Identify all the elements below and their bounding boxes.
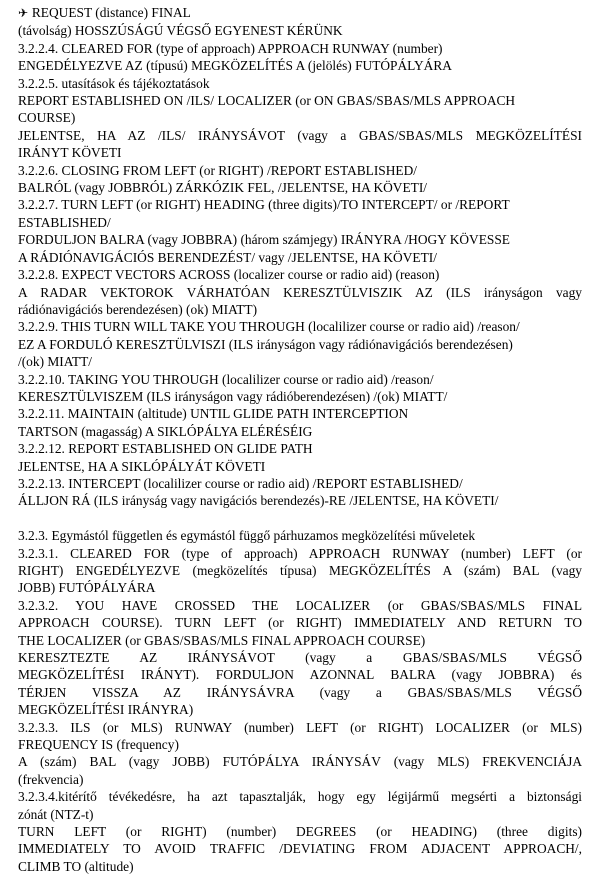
text-line [18,353,582,370]
text-line-content: REPORT ESTABLISHED ON /ILS/ LOCALIZER (or ON GBAS/SBAS/MLS APPROACH [18,93,516,109]
text-line [18,649,582,666]
text-line [18,179,582,196]
text-line-content: 3.2.2.8. EXPECT VECTORS ACROSS (localizer course or radio aid) (reason) [18,267,440,283]
text-line [18,336,582,353]
text-line [18,666,582,683]
text-line-content: 3.2.3.4.kitérítő tévékedésre, ha azt tapasztalják, hogy egy légijármű megsérti a biztonsági [18,789,582,805]
text-line-content: APPROACH COURSE). TURN LEFT (or RIGHT) IMMEDIATELY AND RETURN TO [18,615,582,631]
text-line-content: BALRÓL (vagy JOBBRÓL) ZÁRKÓZIK FEL, /JELENTSE, HA KÖVETI/ [18,180,428,196]
text-line [18,423,582,440]
text-line-content: FREQUENCY IS (frequency) [18,737,179,753]
text-line-content: TÉRJEN VISSZA AZ IRÁNYSÁVRA (vagy a GBAS/SBAS/MLS VÉGSŐ [18,684,582,700]
text-line [18,162,582,179]
text-line-content: THE LOCALIZER (or GBAS/SBAS/MLS FINAL APPROACH COURSE) [18,632,426,648]
text-line-content: rádiónavigációs berendezésen) (ok) MIATT) [18,301,258,317]
text-line-content: 3.2.3.3. ILS (or MLS) RUNWAY (number) LEFT (or RIGHT) LOCALIZER (or MLS) [18,719,582,735]
text-line-content: ESTABLISHED/ [18,214,111,230]
text-line [18,22,582,39]
text-line [18,214,582,231]
text-line [18,405,582,422]
text-line-content: IMMEDIATELY TO AVOID TRAFFIC /DEVIATING FROM ADJACENT APPROACH/, [18,841,582,857]
text-line [18,57,582,74]
text-line [18,597,582,614]
text-line-content: /(ok) MIATT/ [18,354,93,370]
text-line [18,127,582,144]
text-line [18,475,582,492]
text-line-content: JOBB) FUTÓPÁLYÁRA [18,580,156,596]
text-line-content: 3.2.2.7. TURN LEFT (or RIGHT) HEADING (three digits)/TO INTERCEPT/ or /REPORT [18,197,510,213]
text-line-content: 3.2.2.10. TAKING YOU THROUGH (localilizer course or radio aid) /reason/ [18,371,434,387]
text-line-content: (frekvencia) [18,771,84,787]
text-line-content: A RÁDIÓNAVIGÁCIÓS BERENDEZÉST/ vagy /JELENTSE, HA KÖVETI/ [18,249,437,265]
text-line-content: 3.2.2.6. CLOSING FROM LEFT (or RIGHT) /REPORT ESTABLISHED/ [18,162,417,178]
text-line-content: TARTSON (magasság) A SIKLÓPÁLYA ELÉRÉSÉIG [18,423,313,439]
text-line [18,858,582,875]
text-line-content: FORDULJON BALRA (vagy JOBBRA) (három számjegy) IRÁNYRA /HOGY KÖVESSE [18,232,510,248]
text-line [18,92,582,109]
text-line [18,579,582,596]
text-line [18,840,582,857]
text-line [18,301,582,318]
text-line [18,806,582,823]
text-line-content: REQUEST (distance) FINAL [31,5,191,20]
text-line-content: ÁLLJON RÁ (ILS irányság vagy navigációs berendezés)-RE /JELENTSE, HA KÖVETI/ [18,493,499,509]
text-line-content: JELENTSE, HA A SIKLÓPÁLYÁT KÖVETI [18,458,266,474]
text-line [18,458,582,475]
airplane-icon: ✈ [18,6,32,20]
text-line [18,562,582,579]
text-line [18,632,582,649]
text-line [18,40,582,57]
text-line [18,371,582,388]
text-line [18,318,582,335]
text-line [18,249,582,266]
text-line [18,109,582,126]
text-line-content: TURN LEFT (or RIGHT) (number) DEGREES (or HEADING) (three digits) [18,824,582,840]
text-line-content: RIGHT) ENGEDÉLYEZVE (megközelítés típusa) MEGKÖZELÍTÉS A (szám) BAL (vagy [18,562,582,578]
text-line [18,823,582,840]
text-line [18,753,582,770]
text-line-content: MEGKÖZELÍTÉSI IRÁNYT). FORDULJON AZONNAL BALRA (vagy JOBBRA) és [18,667,582,683]
text-line-content: JELENTSE, HA AZ /ILS/ IRÁNYSÁVOT (vagy a GBAS/SBAS/MLS MEGKÖZELÍTÉSI [18,127,582,143]
text-line-content: MEGKÖZELÍTÉSI IRÁNYRA) [18,702,194,718]
text-line [18,284,582,301]
text-line-content: 3.2.2.13. INTERCEPT (localilizer course or radio aid) /REPORT ESTABLISHED/ [18,475,463,491]
text-line [18,684,582,701]
text-line-content: 3.2.3. Egymástól független és egymástól függő párhuzamos megközelítési műveletek [18,528,476,544]
text-line [18,701,582,718]
text-line-content: A (szám) BAL (vagy JOBB) FUTÓPÁLYA IRÁNYSÁV (vagy MLS) FREKVENCIÁJA [18,754,582,770]
text-line [18,196,582,213]
text-line [18,545,582,562]
text-line-content: 3.2.2.12. REPORT ESTABLISHED ON GLIDE PATH [18,441,313,457]
text-line-content: A RADAR VEKTOROK VÁRHATÓAN KERESZTÜLVISZIK AZ (ILS irányságon vagy [18,284,582,300]
text-line [18,388,582,405]
text-line [18,771,582,788]
text-line [18,75,582,92]
text-line-content: 3.2.3.2. YOU HAVE CROSSED THE LOCALIZER (or GBAS/SBAS/MLS FINAL [18,597,582,613]
text-line-content: 3.2.2.5. utasítások és tájékoztatások [18,75,210,91]
text-line-content: EZ A FORDULÓ KERESZTÜLVISZI (ILS irányságon vagy rádiónavigációs berendezésen) [18,336,513,352]
text-line-content: 3.2.3.1. CLEARED FOR (type of approach) APPROACH RUNWAY (number) LEFT (or [18,545,582,561]
text-line-content: KERESZTÜLVISZEM (ILS irányságon vagy rádióberendezésen) /(ok) MIATT/ [18,388,448,404]
blank-line [18,510,582,527]
text-line-content: 3.2.2.11. MAINTAIN (altitude) UNTIL GLIDE PATH INTERCEPTION [18,406,409,422]
text-line-content: COURSE) [18,110,76,126]
text-line [18,614,582,631]
text-line-content: (távolság) HOSSZÚSÁGÚ VÉGSŐ EGYENEST KÉRÜNK [18,23,343,39]
text-line [18,231,582,248]
text-line-content: 3.2.2.9. THIS TURN WILL TAKE YOU THROUGH (localilizer course or radio aid) /reason/ [18,319,520,335]
text-line [18,719,582,736]
text-line-content: KERESZTEZTE AZ IRÁNYSÁVOT (vagy a GBAS/SBAS/MLS VÉGSŐ [18,650,582,666]
text-line [18,492,582,509]
text-line-content: IRÁNYT KÖVETI [18,145,122,161]
text-line-content: zónát (NTZ-t) [18,806,94,822]
text-line-content: CLIMB TO (altitude) [18,858,134,874]
text-line [18,527,582,544]
text-line [18,440,582,457]
text-line [18,788,582,805]
text-line [18,266,582,283]
text-line-content: 3.2.2.4. CLEARED FOR (type of approach) APPROACH RUNWAY (number) [18,40,443,56]
text-line [18,736,582,753]
text-line [18,4,582,22]
text-line-content: ENGEDÉLYEZVE AZ (típusú) MEGKÖZELÍTÉS A (jelölés) FUTÓPÁLYÁRA [18,58,452,74]
text-line [18,144,582,161]
